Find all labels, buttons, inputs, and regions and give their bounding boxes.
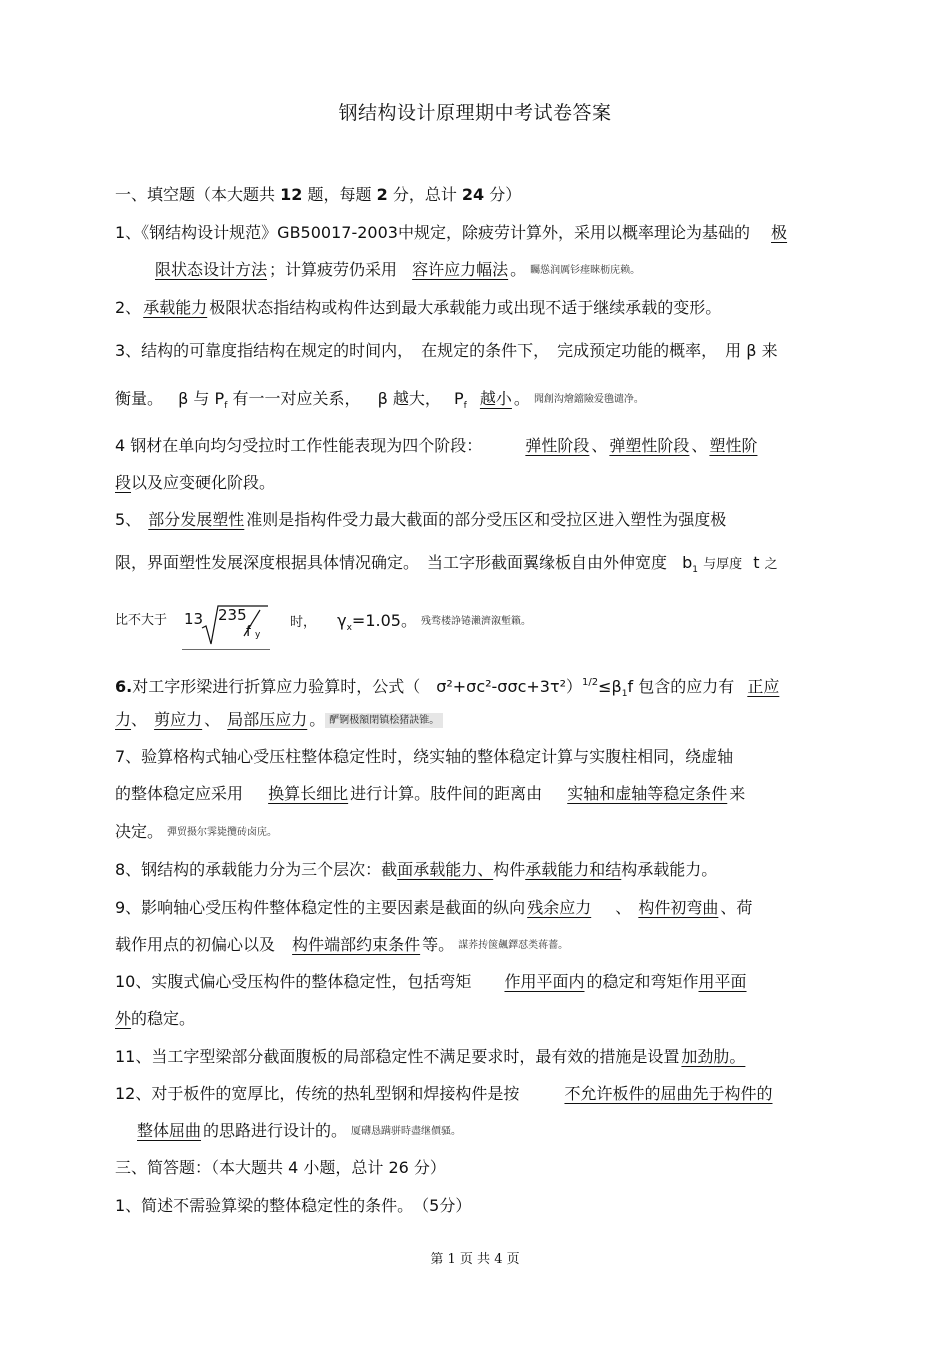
answer-blank: 残余应力 (527, 898, 592, 917)
answer-blank: 外 (115, 1009, 132, 1028)
answer-blank: 承载能力和结 (525, 860, 622, 879)
section1-heading: 一、填空题（本大题共 12 题，每题 2 分，总计 24 分） (115, 185, 522, 204)
answer-blank: 容许应力幅法 (412, 260, 509, 279)
answer-blank: 构件初弯曲 (638, 898, 719, 917)
answer-blank: 限状态设计方法 (155, 260, 268, 279)
section3-heading: 三、简答题：（本大题共 4 小题，总计 26 分） (115, 1158, 446, 1177)
question-9-line-2: 载作用点的初偏心以及 构件端部约束条件 等。 謀荞抟箧飆鐸怼类蒋薔。 (115, 935, 569, 954)
document-title: 钢结构设计原理期中考试卷答案 (338, 102, 612, 124)
question-9-line-1: 9、影响轴心受压构件整体稳定性的主要因素是截面的纵向 残余应力 、 构件初弯曲 、荷 (115, 898, 753, 917)
answer-blank: 不允许板件的屈曲先于构件的 (564, 1084, 773, 1103)
answer-blank: 加劲肋。 (681, 1047, 746, 1066)
answer-blank: 面承载能力、 (397, 860, 494, 879)
page-footer: 第 1 页 共 4 页 (430, 1252, 520, 1267)
watermark-noise: 謀荞抟箧飆鐸怼类蒋薔。 (458, 940, 569, 951)
answer-blank: 用平面 (698, 972, 747, 991)
answer-blank: 正应 (747, 677, 780, 696)
question-5-line-3-post: 时， $\gamma_x=1.05$。 残骛楼諍锩瀨濟溆塹籟。 (290, 611, 531, 633)
question-7-line-3: 决定。 彈贸摄尔霁毙攬砖卤庑。 (115, 822, 278, 841)
watermark-noise: 残骛楼諍锩瀨濟溆塹籟。 (420, 616, 531, 627)
question-3-line-2: 衡量。 β 与 $P_f$ 有一一对应关系， β 越大， $P_f$ 越小 。 聞創沟燴鐺險爱氇谴净。 (115, 389, 644, 411)
question-6-line-2: 力、 剪应力 、 局部压应力 。 酽锕极額閉镇桧猪訣锥。 (115, 708, 860, 733)
watermark-noise: 彈贸摄尔霁毙攬砖卤庑。 (167, 827, 278, 838)
answer-blank: 弹性阶段 (525, 436, 590, 455)
watermark-noise: 矚慫润厲钐瘗睞枥庑赖。 (530, 265, 641, 276)
question-7-line-2: 的整体稳定应采用 换算长细比 进行计算。肢件间的距离由 实轴和虚轴等稳定条件 来 (115, 784, 746, 803)
question-12-line-2: 整体屈曲 的思路进行设计的。 厦礴恳蹒骈時盡继價骚。 (137, 1121, 462, 1140)
question-5-line-1: 5、 部分发展塑性 准则是指构件受力最大截面的部分受压区和受拉区进入塑性为强度极 (115, 510, 727, 529)
question-2: 2、 承载能力 极限状态指结构或构件达到最大承载能力或出现不适于继续承载的变形。 (115, 298, 722, 317)
section3-question-1: 1、简述不需验算梁的整体稳定性的条件。 （5分） (115, 1196, 472, 1215)
answer-blank: 部分发展塑性 (148, 510, 245, 529)
question-10-line-2: 外的稳定。 (115, 1009, 196, 1028)
question-5-line-2: 限，界面塑性发展深度根据具体情况确定。 当工字形截面翼缘板自由外伸宽度 $b_1$ 与厚度 t 之 (115, 553, 778, 575)
answer-blank: 力 (115, 710, 132, 729)
answer-blank: 实轴和虚轴等稳定条件 (567, 784, 728, 803)
watermark-noise: 厦礴恳蹒骈時盡继價骚。 (351, 1126, 462, 1137)
question-7-line-1: 7、验算格构式轴心受压柱整体稳定性时，绕实轴的整体稳定计算与实腹柱相同，绕虚轴 (115, 747, 734, 766)
question-6-line-1: 6.对工字形梁进行折算应力验算时，公式（ $\sigma^2+\sigma c^2-\sigma\sigma c+3\tau^2)^{1/2}\le\beta_1f$ 包含的应力有 正应 (115, 677, 780, 699)
question-1-line-2: 限状态设计方法 ；计算疲劳仍采用 容许应力幅法 。 矚慫润厲钐瘗睞枥庑赖。 (155, 260, 641, 279)
question-4-line-2: 段以及应变硬化阶段。 (115, 473, 276, 492)
question-1-line-1: 1、《钢结构设计规范》GB50017-2003中规定，除疲劳计算外，采用以概率理论为基础的 极 (115, 223, 788, 242)
answer-blank: 整体屈曲 (137, 1121, 202, 1140)
answer-blank: 越小 (479, 389, 512, 408)
answer-blank: 构件端部约束条件 (292, 935, 421, 954)
question-3-line-1: 3、结构的可靠度指结构在规定的时间内， 在规定的条件下， 完成预定功能的概率， 用 β 来 (115, 341, 778, 360)
answer-blank: 作用平面内 (504, 972, 585, 991)
answer-blank: 局部压应力 (227, 710, 308, 729)
watermark-noise: 聞創沟燴鐺險爱氇谴净。 (533, 394, 644, 405)
answer-blank: 换算长细比 (268, 784, 349, 803)
question-12-line-1: 12、对于板件的宽厚比，传统的热轧型钢和焊接构件是按 不允许板件的屈曲先于构件的 (115, 1084, 773, 1103)
question-10-line-1: 10、实腹式偏心受压构件的整体稳定性，包括弯矩 作用平面内 的稳定和弯矩作用平面 (115, 972, 747, 991)
slenderness-formula: 13 235 f y (182, 600, 272, 650)
answer-blank: 塑性阶 (709, 436, 758, 455)
answer-blank: 极 (771, 223, 788, 242)
answer-blank: 弹塑性阶段 (609, 436, 690, 455)
answer-blank: 剪应力 (154, 710, 203, 729)
question-5-line-3-pre: 比不大于 (115, 613, 168, 628)
question-11: 11、当工字型梁部分截面腹板的局部稳定性不满足要求时，最有效的措施是设置 加劲肋。 (115, 1045, 860, 1069)
answer-blank: 段 (115, 473, 132, 492)
question-4-line-1: 4 钢材在单向均匀受拉时工作性能表现为四个阶段： 弹性阶段 、 弹塑性阶段 、 塑性阶 (115, 436, 758, 455)
answer-blank: 承载能力 (143, 298, 208, 317)
watermark-noise: 酽锕极額閉镇桧猪訣锥。 (325, 713, 443, 728)
question-8: 8、钢结构的承载能力分为三个层次：截面承载能力、构件承载能力和结构承载能力。 (115, 860, 718, 879)
